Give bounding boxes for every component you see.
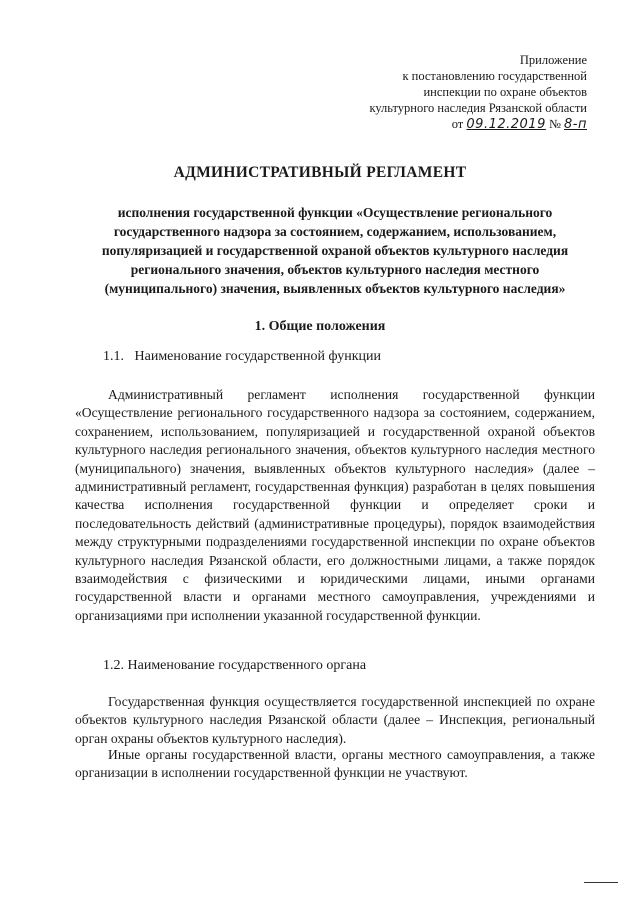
document-subtitle: исполнения государственной функции «Осуществление регионального государственного надзора за состоянием, содержанием, использованием, популяризацией и государственной охраной объектов культурного наследия регионального значения, объектов культурного наследия местного (муниципального) значения, выявленных объектов культурного наследия» bbox=[101, 205, 569, 296]
annex-date-line bbox=[327, 116, 587, 133]
footer-dash bbox=[584, 882, 618, 883]
paragraph-2: Государственная функция осуществляется государственной инспекцией по охране объектов культурного наследия Рязанской области (далее – Инспекция, региональный орган охраны объектов культурного наследия). bbox=[75, 694, 595, 746]
section-heading: 1. Общие положения bbox=[254, 319, 386, 334]
subsection-heading-1-2: 1.2. Наименование государственного органа bbox=[103, 658, 367, 673]
date-prefix: от bbox=[451, 117, 464, 131]
document-title: АДМИНИСТРАТИВНЫЙ РЕГЛАМЕНТ bbox=[173, 164, 467, 181]
annex-block bbox=[327, 52, 587, 133]
paragraph-1: Административный регламент исполнения государственной функции «Осуществление регионального государственного надзора за состоянием, содержанием, сохранением, использованием, популяризацией и государственной охраной объектов культурного наследия регионального значения, объектов культурного наследия местного (муниципального) значения, выявленных объектов культурного наследия» (далее – административный регламент, государственная функция) разработан в целях повышения качества исполнения государственной функции и определяет сроки и последовательность действий (административные процедуры), порядок взаимодействия между структурными подразделениями государственной инспекции по охране объектов культурного наследия Рязанской области, его должностными лицами, а также порядок взаимодействия с физическими и юридическими лицами, иными органами государственной власти и органами местного самоуправления, учреждениями и организациями при исполнении указанной государственной функции. bbox=[75, 387, 595, 623]
handwritten-number: 8-п bbox=[564, 117, 587, 132]
subsection-heading-1-1: 1.1. Наименование государственной функции bbox=[103, 349, 381, 364]
annex-line-3: инспекции по охране объектов bbox=[423, 85, 587, 99]
annex-line-4: культурного наследия Рязанской области bbox=[369, 101, 587, 115]
paragraph-3: Иные органы государственной власти, органы местного самоуправления, а также организации в исполнении государственной функции не участвуют. bbox=[75, 747, 595, 781]
number-prefix: № bbox=[548, 117, 561, 131]
annex-line-1: Приложение bbox=[519, 53, 587, 67]
handwritten-date: 09.12.2019 bbox=[466, 117, 546, 132]
annex-line-2: к постановлению государственной bbox=[402, 69, 587, 83]
